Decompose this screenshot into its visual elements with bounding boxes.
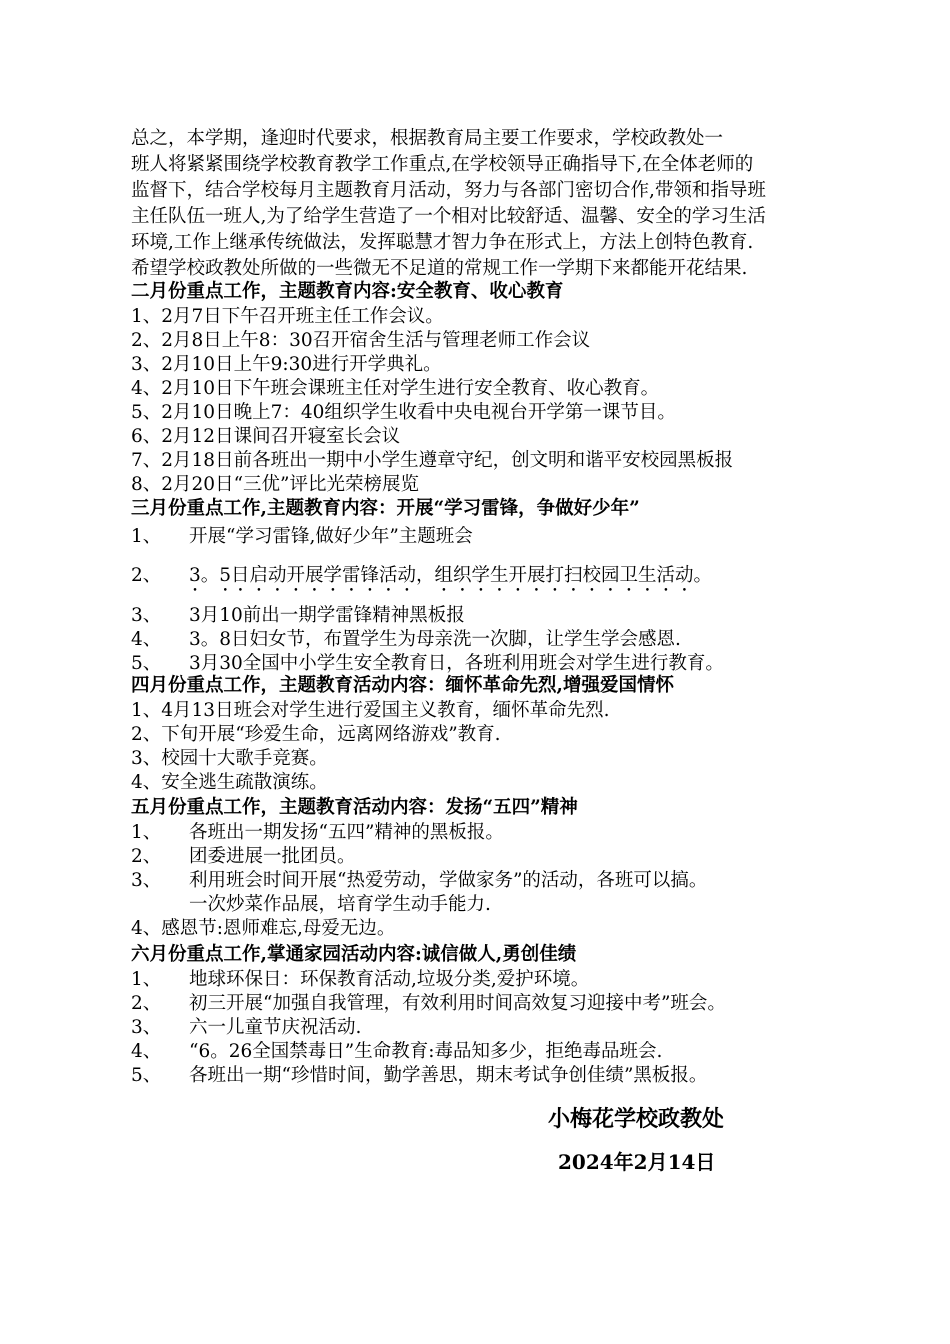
item-text: 团委进展一批团员。 <box>189 846 356 867</box>
section-heading: 四月份重点工作，主题教育活动内容：缅怀革命先烈,增强爱国情怀 <box>131 675 674 696</box>
list-item <box>131 1064 891 1088</box>
item-number: 1、 <box>131 526 162 547</box>
item-number: 2、 <box>131 993 162 1014</box>
list-item: 6、2月12日课间召开寝室长会议 <box>131 426 401 447</box>
list-item: 2、2月8日上午8：30召开宿舍生活与管理老师工作会议 <box>131 330 591 351</box>
item-text: 3月10前出一期学雷锋精神黑板报 <box>189 605 465 626</box>
signature: 小梅花学校政教处 <box>548 1106 725 1132</box>
intro-line: 总之，本学期，逢迎时代要求，根据教育局主要工作要求，学校政教处一 <box>131 128 724 149</box>
item-number: 1、 <box>131 969 162 990</box>
list-item <box>131 522 891 556</box>
item-text: “6。26全国禁毒日”生命教育:毒品知多少，拒绝毒品班会. <box>189 1041 663 1062</box>
list-item <box>131 1040 891 1064</box>
list-item: 4、感恩节:恩师难忘,母爱无边。 <box>131 918 396 939</box>
item-text: 六一儿童节庆祝活动. <box>189 1017 362 1038</box>
item-number: 5、 <box>131 653 162 674</box>
list-item: 8、2月20日“三优”评比光荣榜展览 <box>131 474 419 495</box>
item-number: 5、 <box>131 1065 162 1086</box>
item-text: 各班出一期“珍惜时间，勤学善思，期末考试争创佳绩”黑板报。 <box>189 1065 708 1086</box>
item-number: 1、 <box>131 822 162 843</box>
list-item: 1、4月13日班会对学生进行爱国主义教育，缅怀革命先烈. <box>131 700 610 721</box>
item-number: 3、 <box>131 1017 162 1038</box>
april-section <box>131 673 891 795</box>
item-number: 2、 <box>131 846 162 867</box>
item-text: 3。8日妇女节，布置学生为母亲洗一次脚，让学生学会感恩. <box>189 629 681 650</box>
intro-line: 环境,工作上继承传统做法，发挥聪慧才智力争在形式上，方法上创特色教育. <box>131 232 754 253</box>
item-text: 利用班会时间开展“热爱劳动，学做家务”的活动，各班可以搞。 <box>189 870 708 891</box>
list-item <box>131 628 891 652</box>
list-item <box>131 968 891 992</box>
list-item: 3、校园十大歌手竞赛。 <box>131 748 328 769</box>
list-item: 3、2月10日上午9:30进行开学典礼。 <box>131 354 442 375</box>
list-item: 4、2月10日下午班会课班主任对学生进行安全教育、收心教育。 <box>131 378 660 399</box>
intro-paragraph <box>131 126 866 282</box>
march-section <box>131 496 891 676</box>
item-number: 3、 <box>131 605 162 626</box>
item-text: 地球环保日：环保教育活动,垃圾分类,爱护环境。 <box>189 969 590 990</box>
item-number: 3、 <box>131 870 162 891</box>
intro-line: 主任队伍一班人,为了给学生营造了一个相对比较舒适、温馨、安全的学习生活 <box>131 206 766 227</box>
list-item: 4、安全逃生疏散演练。 <box>131 772 328 793</box>
may-section <box>131 795 891 941</box>
item-text: 开展“学习雷锋,做好少年”主题班会 <box>189 526 473 547</box>
intro-line: 希望学校政教处所做的一些微无不足道的常规工作一学期下来都能开花结果. <box>131 258 748 279</box>
section-heading: 五月份重点工作，主题教育活动内容：发扬“五四”精神 <box>131 797 578 818</box>
section-heading: 六月份重点工作,掌通家园活动内容:诚信做人,勇创佳绩 <box>131 944 577 965</box>
list-item <box>131 604 891 628</box>
signature-date: 2024年2月14日 <box>558 1150 716 1174</box>
item-number: 2、 <box>131 565 162 586</box>
list-item: 7、2月18日前各班出一期中小学生遵章守纪，创文明和谐平安校园黑板报 <box>131 450 734 471</box>
item-text: 3。5日启动开展学雷锋活动，组织学生开展打扫校园卫生活动。 <box>189 565 713 586</box>
section-heading: 二月份重点工作，主题教育内容:安全教育、收心教育 <box>131 281 564 302</box>
list-item <box>131 1016 891 1040</box>
intro-line: 监督下，结合学校每月主题教育月活动，努力与各部门密切合作,带领和指导班 <box>131 180 766 201</box>
list-item <box>131 556 891 596</box>
june-section <box>131 942 891 1088</box>
february-section <box>131 279 891 497</box>
list-item-continuation: 一次炒菜作品展，培育学生动手能力. <box>189 894 491 915</box>
intro-line: 班人将紧紧围绕学校教育教学工作重点,在学校领导正确指导下,在全体老师的 <box>131 154 754 175</box>
list-item: 1、2月7日下午召开班主任工作会议。 <box>131 306 444 327</box>
list-item <box>131 821 891 845</box>
item-number: 4、 <box>131 1041 162 1062</box>
list-item: 5、2月10日晚上7：40组织学生收看中央电视台开学第一课节目。 <box>131 402 676 423</box>
section-heading: 三月份重点工作,主题教育内容：开展“学习雷锋，争做好少年” <box>131 498 640 519</box>
item-text: 初三开展“加强自我管理，有效利用时间高效复习迎接中考”班会。 <box>189 993 726 1014</box>
item-number: 4、 <box>131 629 162 650</box>
item-text: 3月30全国中小学生安全教育日，各班利用班会对学生进行教育。 <box>189 653 724 674</box>
list-item <box>131 869 891 893</box>
item-text: 各班出一期发扬“五四”精神的黑板报。 <box>189 822 504 843</box>
list-item <box>131 845 891 869</box>
list-item <box>131 992 891 1016</box>
list-item: 2、下旬开展“珍爱生命，远离网络游戏”教育. <box>131 724 501 745</box>
